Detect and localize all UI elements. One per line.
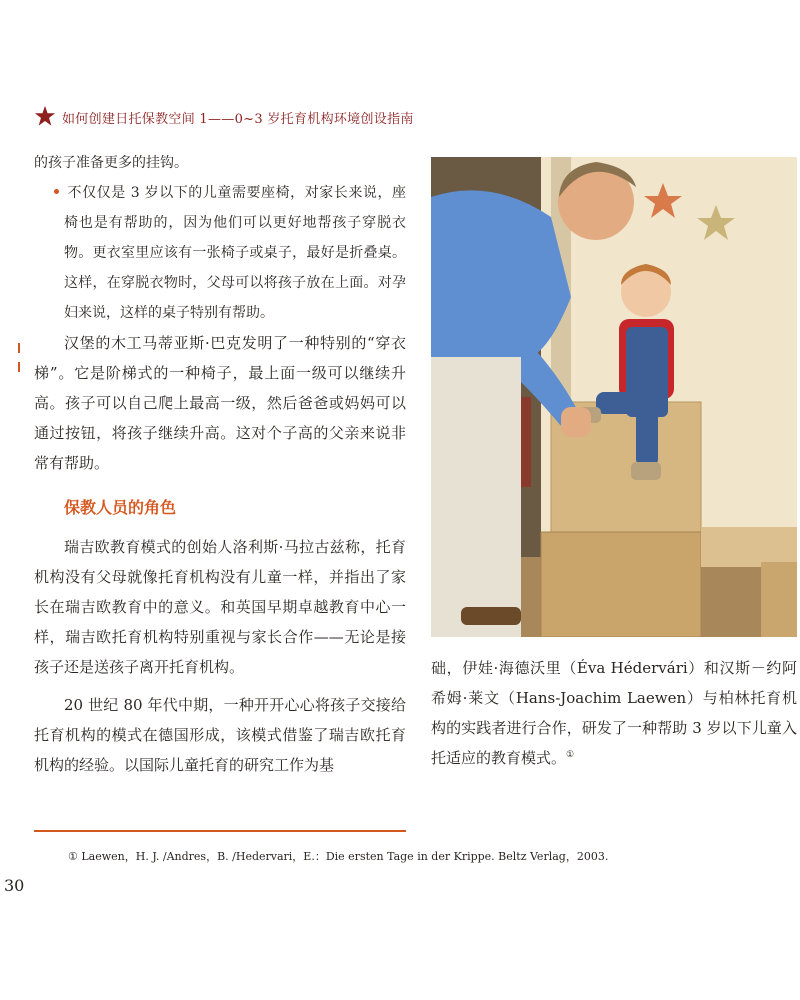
- bullet-item: [34, 178, 406, 328]
- section-heading: 保教人员的角色: [64, 498, 177, 517]
- paragraph-ladder: 汉堡的木工马蒂亚斯·巴克发明了一种特别的“穿衣梯”。它是阶梯式的一种椅子，最上面一级可以继续升高。孩子可以自己爬上最高一级，然后爸爸或妈妈可以通过按钮，将孩子继续升高。这对个子高的父亲来说非常有帮助。: [34, 334, 406, 472]
- running-header: [34, 105, 454, 131]
- margin-marker: [18, 338, 24, 348]
- paragraph-germany: 20 世纪 80 年代中期，一种开开心心将孩子交接给托育机构的模式在德国形成，该模式借鉴了瑞吉欧托育机构的经验。以国际儿童托育的研究工作为基: [34, 696, 406, 774]
- bullet-text: 不仅仅是 3 岁以下的儿童需要座椅，对家长来说，座椅也是有帮助的，因为他们可以更好地帮孩子穿脱衣物。更衣室里应该有一张椅子或桌子，最好是折叠桌。这样，在穿脱衣物时，父母可以将孩子放在上面。对孕妇来说，这样的桌子特别有帮助。: [64, 185, 406, 321]
- bullet-icon: [54, 189, 59, 194]
- footnote-divider: [34, 830, 406, 832]
- right-column: [431, 653, 797, 773]
- page-number: 30: [4, 876, 25, 895]
- paragraph-text: 础，伊娃·海德沃里（Éva Hédervári）和汉斯－约阿希姆·莱文（Hans-Joachim Laewen）与柏林托育机构的实践者进行合作，研发了一种帮助 3 岁以下儿童入托适应的教育模式。: [431, 659, 797, 767]
- book-title: 如何创建日托保教空间 1——0~3 岁托育机构环境创设指南: [62, 112, 414, 127]
- star-icon: [34, 105, 56, 127]
- left-column: [34, 148, 406, 780]
- footnote-ref[interactable]: ①: [566, 750, 575, 760]
- paragraph-continued: 的孩子准备更多的挂钩。: [34, 155, 188, 171]
- photo-father-child-on-ladder: [431, 157, 797, 637]
- photo-illustration: [431, 157, 797, 637]
- paragraph-reggio: 瑞吉欧教育模式的创始人洛利斯·马拉古兹称，托育机构没有父母就像托育机构没有儿童一样，并指出了家长在瑞吉欧教育中的意义。和英国早期卓越教育中心一样，瑞吉欧托育机构特别重视与家长合作——无论是接孩子还是送孩子离开托育机构。: [34, 538, 406, 676]
- paragraph-continued-right: [431, 653, 797, 773]
- footnote: ① Laewen，H. J. /Andres，B. /Hedervari，E.：Die ersten Tage in der Krippe. Beltz Verlag，2003.: [68, 850, 609, 863]
